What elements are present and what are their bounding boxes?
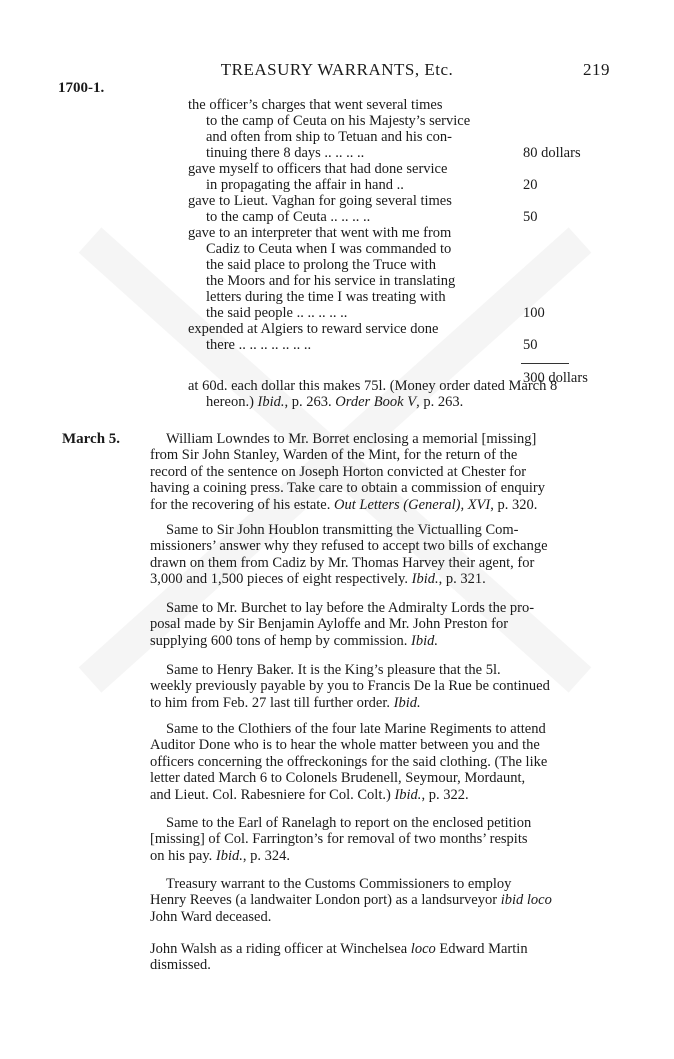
account-item-line: gave myself to officers that had done service (188, 161, 448, 177)
letter-entry (150, 431, 620, 513)
account-item-amount: 100 (523, 305, 545, 321)
account-item (188, 161, 538, 193)
conversion-line: hereon.) Ibid., p. 263. Order Book V, p. 263. (206, 394, 464, 410)
account-item-amount: 20 (523, 177, 538, 193)
entry-line: to him from Feb. 27 last till further order. Ibid. (150, 694, 421, 711)
entry-line: William Lowndes to Mr. Borret enclosing a memorial [missing] (166, 431, 537, 447)
account-item-line: Cadiz to Ceuta when I was commanded to (206, 241, 452, 257)
letter-entry (150, 662, 620, 711)
date-label: March 5. (62, 431, 121, 447)
account-item-line: gave to an interpreter that went with me from (188, 225, 452, 241)
entry-line: record of the sentence on Joseph Horton convicted at Chester for (150, 463, 527, 480)
entry-line: having a coining press. Take care to obtain a commission of enquiry (150, 480, 545, 497)
entry-line: missioners’ answer why they refused to accept two bills of exchange (150, 538, 548, 555)
account-item-line: and often from ship to Tetuan and his con- (206, 129, 452, 145)
account-item (188, 193, 538, 225)
entry-line: drawn on them from Cadiz by Mr. Thomas Harvey their agent, for (150, 554, 535, 571)
page-number: 219 (583, 60, 610, 79)
account-item-line: the officer’s charges that went several times (188, 97, 443, 113)
entry-line: on his pay. Ibid., p. 324. (150, 847, 291, 864)
account-item-amount: 50 (523, 337, 538, 353)
dollar-conversion-note (188, 378, 628, 410)
entry-line: dismissed. (150, 957, 211, 974)
account-item (188, 321, 538, 353)
entry-line: John Ward deceased. (150, 908, 272, 925)
account-item-line: the Moors and for his service in translating (206, 273, 456, 289)
entry-line: officers concerning the offreckonings for the said clothing. (The like (150, 753, 548, 770)
entry-line: Henry Reeves (a landwaiter London port) as a landsurveyor ibid loco (150, 892, 552, 909)
account-item-line: tinuing there 8 days .. .. .. .. (206, 145, 365, 161)
account-item-line: to the camp of Ceuta .. .. .. .. (206, 209, 371, 225)
entry-line: Same to the Earl of Ranelagh to report on the enclosed petition (166, 815, 532, 831)
account-item (188, 97, 581, 161)
letter-entry (150, 876, 620, 925)
entry-line: posal made by Sir Benjamin Ayloffe and Mr. John Preston for (150, 616, 509, 633)
entry-line: Treasury warrant to the Customs Commissioners to employ (166, 876, 512, 892)
letter-entry (150, 941, 620, 974)
entry-line: letter dated March 6 to Colonels Brudenell, Seymour, Mordaunt, (150, 770, 526, 787)
account-item-line: gave to Lieut. Vaghan for going several times (188, 193, 452, 209)
letter-entry (150, 522, 620, 588)
entry-line: [missing] of Col. Farrington’s for removal of two months’ respits (150, 831, 528, 848)
entry-line: and Lieut. Col. Rabesniere for Col. Colt.) Ibid., p. 322. (150, 786, 469, 803)
account-item-line: the said people .. .. .. .. .. (206, 305, 348, 321)
account-item-line: to the camp of Ceuta on his Majesty’s service (206, 113, 471, 129)
account-item-amount: 50 (523, 209, 538, 225)
conversion-line: at 60d. each dollar this makes 75l. (Money order dated March 8 (188, 378, 558, 394)
account-item-line: there .. .. .. .. .. .. .. (206, 337, 312, 353)
account-item (188, 225, 545, 321)
total-rule (521, 363, 569, 364)
letter-entry (150, 815, 620, 864)
running-title: TREASURY WARRANTS, Etc. (220, 60, 454, 79)
entry-line: supplying 600 tons of hemp by commission. Ibid. (150, 632, 438, 649)
letter-entry (150, 721, 620, 803)
year-label: 1700-1. (58, 80, 105, 96)
entry-line: 3,000 and 1,500 pieces of eight respectively. Ibid., p. 321. (150, 571, 486, 588)
entry-line: Auditor Done who is to hear the whole matter between you and the (150, 737, 540, 754)
entry-line: from Sir John Stanley, Warden of the Mint, for the return of the (150, 447, 518, 464)
entry-line: weekly previously payable by you to Francis De la Rue be continued (150, 678, 550, 695)
account-total: 300 dollars (523, 370, 588, 386)
entry-line: Same to Henry Baker. It is the King’s pleasure that the 5l. (166, 662, 501, 678)
account-item-line: expended at Algiers to reward service done (188, 321, 439, 337)
account-item-line: in propagating the affair in hand .. (206, 177, 404, 193)
account-item-amount: 80 dollars (523, 145, 581, 161)
entry-line: Same to Mr. Burchet to lay before the Admiralty Lords the pro- (166, 600, 535, 616)
entry-line: Same to the Clothiers of the four late Marine Regiments to attend (166, 721, 546, 737)
entry-line: John Walsh as a riding officer at Winchelsea loco Edward Martin (150, 941, 528, 957)
entry-line: Same to Sir John Houblon transmitting the Victualling Com- (166, 522, 519, 538)
account-item-line: the said place to prolong the Truce with (206, 257, 436, 273)
account-item-line: letters during the time I was treating with (206, 289, 446, 305)
letter-entry (150, 600, 620, 649)
entry-line: for the recovering of his estate. Out Letters (General), XVI, p. 320. (150, 496, 538, 513)
